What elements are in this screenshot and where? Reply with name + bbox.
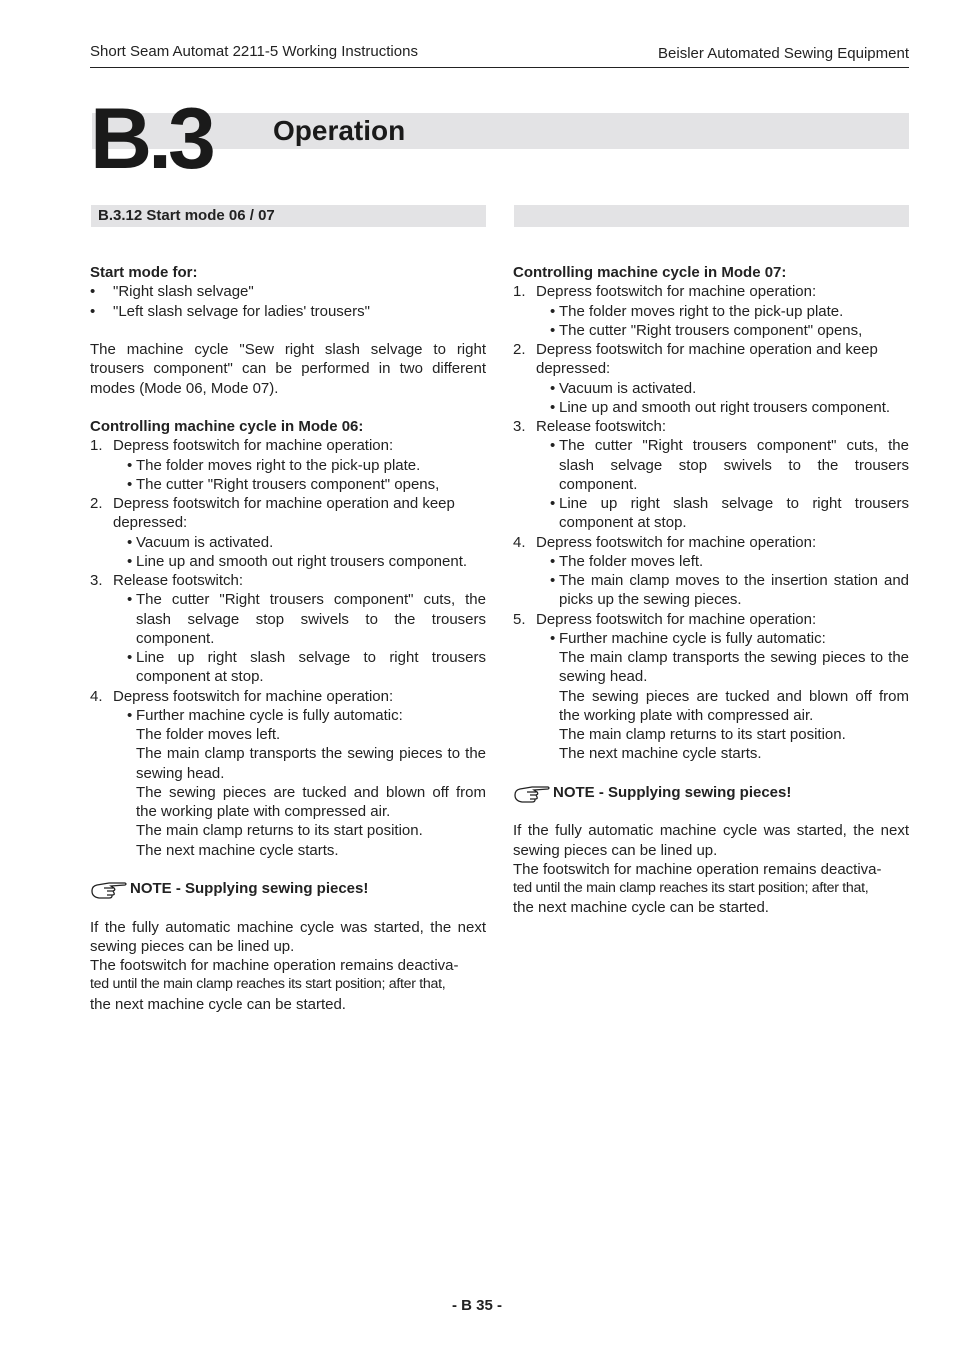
subsection-band-right [514,205,909,227]
step-item [90,571,486,590]
step-item [513,610,909,629]
sub-item-continuation: The sewing pieces are tucked and blown off from the working plate with compressed air. [559,687,909,724]
start-mode-heading: Start mode for: [90,264,198,281]
note-paragraph: ted until the main clamp reaches its start position; after that, [90,976,446,993]
sub-item-continuation: The next machine cycle starts. [559,745,762,763]
mode-heading: Controlling machine cycle in Mode 07: [513,264,787,281]
sub-item-continuation: The main clamp returns to its start position. [559,726,846,743]
sub-item: • The cutter "Right trousers component" opens, [550,321,863,339]
page-number: - B 35 - [451,1297,502,1314]
step-number: 1. [90,437,103,455]
step-number: 3. [513,418,526,435]
step-number: 1. [513,283,526,301]
step-list [513,282,909,763]
note-paragraph: The footswitch for machine operation remains deactiva- [513,860,882,878]
header-right-title: Beisler Automated Sewing Equipment [658,45,909,62]
sub-item: • Vacuum is activated. [550,379,697,397]
step-item [513,340,909,379]
step-item [513,417,909,436]
step-item [513,282,909,301]
sub-item-continuation: The main clamp transports the sewing pieces to the sewing head. [559,649,909,686]
note-paragraph: If the fully automatic machine cycle was started, the next sewing pieces can be lined up. [90,918,486,955]
step-item [90,494,486,533]
sub-item: • The folder moves right to the pick-up plate. [550,302,844,320]
step-text: Depress footswitch for machine operation: [536,533,817,551]
sub-item: • Vacuum is activated. [127,533,274,551]
sub-item: • The cutter "Right trousers component" opens, [127,475,440,493]
right-column [513,263,909,918]
note-paragraph: the next machine cycle can be started. [90,995,346,1013]
sub-item: • The folder moves right to the pick-up plate. [127,456,421,474]
step-number: 4. [90,687,103,705]
subsection-title: B.3.12 Start mode 06 / 07 [98,207,275,224]
step-text: Depress footswitch for machine operation: [113,687,394,705]
sub-item: • Further machine cycle is fully automatic: [550,629,826,647]
sub-item: • The folder moves left. [550,552,704,570]
mode-heading: Controlling machine cycle in Mode 06: [90,418,364,435]
step-text: Depress footswitch for machine operation: [536,283,817,301]
note-heading: NOTE - Supplying sewing pieces! [513,783,909,802]
step-item [90,436,486,455]
note-paragraph: If the fully automatic machine cycle was started, the next sewing pieces can be lined up. [513,822,909,859]
step-number: 3. [90,572,103,589]
pointing-hand-icon [90,879,128,899]
note-paragraph: ted until the main clamp reaches its start position; after that, [513,880,869,896]
step-list [90,436,486,860]
step-text: Depress footswitch for machine operation and keep depressed: [536,341,878,378]
header-left-title: Short Seam Automat 2211-5 Working Instructions [90,43,418,60]
sub-item-continuation: The next machine cycle starts. [136,841,339,859]
sub-item: • Line up right slash selvage to right trousers component at stop. [127,649,486,686]
step-number: 5. [513,610,526,628]
step-text: Depress footswitch for machine operation: [113,437,394,455]
intro-paragraph: The machine cycle "Sew right slash selvage to right trousers component" can be performed in two different modes (Mode 06, Mode 07). [90,341,486,397]
step-text: Depress footswitch for machine operation and keep depressed: [113,495,455,532]
sub-item: • Further machine cycle is fully automatic: [127,706,403,724]
list-item: • "Left slash selvage for ladies' trousers" [90,302,370,320]
header-rule [90,67,909,68]
sub-item: • Line up right slash selvage to right trousers component at stop. [550,495,909,532]
note-heading: NOTE - Supplying sewing pieces! [90,879,486,898]
sub-item: • The main clamp moves to the insertion station and picks up the sewing pieces. [550,572,909,609]
sub-item-continuation: The folder moves left. [136,726,281,743]
list-item: • "Right slash selvage" [90,283,254,301]
section-title-band [92,113,909,149]
sub-item: • The cutter "Right trousers component" cuts, the slash selvage stop swivels to the trousers component. [127,591,486,647]
sub-item: • The cutter "Right trousers component" cuts, the slash selvage stop swivels to the trousers component. [550,437,909,493]
sub-item: • Line up and smooth out right trousers component. [550,398,891,416]
step-item [90,687,486,706]
section-number: B.3 [90,91,212,187]
step-item [513,533,909,552]
sub-item-continuation: The main clamp returns to its start position. [136,822,423,840]
note-paragraph: The footswitch for machine operation remains deactiva- [90,957,459,974]
step-number: 2. [90,495,103,512]
step-text: Release footswitch: [113,572,244,589]
sub-item-continuation: The main clamp transports the sewing pieces to the sewing head. [136,745,486,782]
section-title: Operation [273,115,406,146]
step-number: 2. [513,341,526,358]
sub-item: • Line up and smooth out right trousers component. [127,552,468,570]
sub-item-continuation: The sewing pieces are tucked and blown off from the working plate with compressed air. [136,783,486,820]
note-paragraph: the next machine cycle can be started. [513,899,769,917]
pointing-hand-icon [513,783,551,803]
step-text: Release footswitch: [536,418,667,435]
left-column [90,263,486,1014]
step-number: 4. [513,533,526,551]
step-text: Depress footswitch for machine operation: [536,610,817,628]
